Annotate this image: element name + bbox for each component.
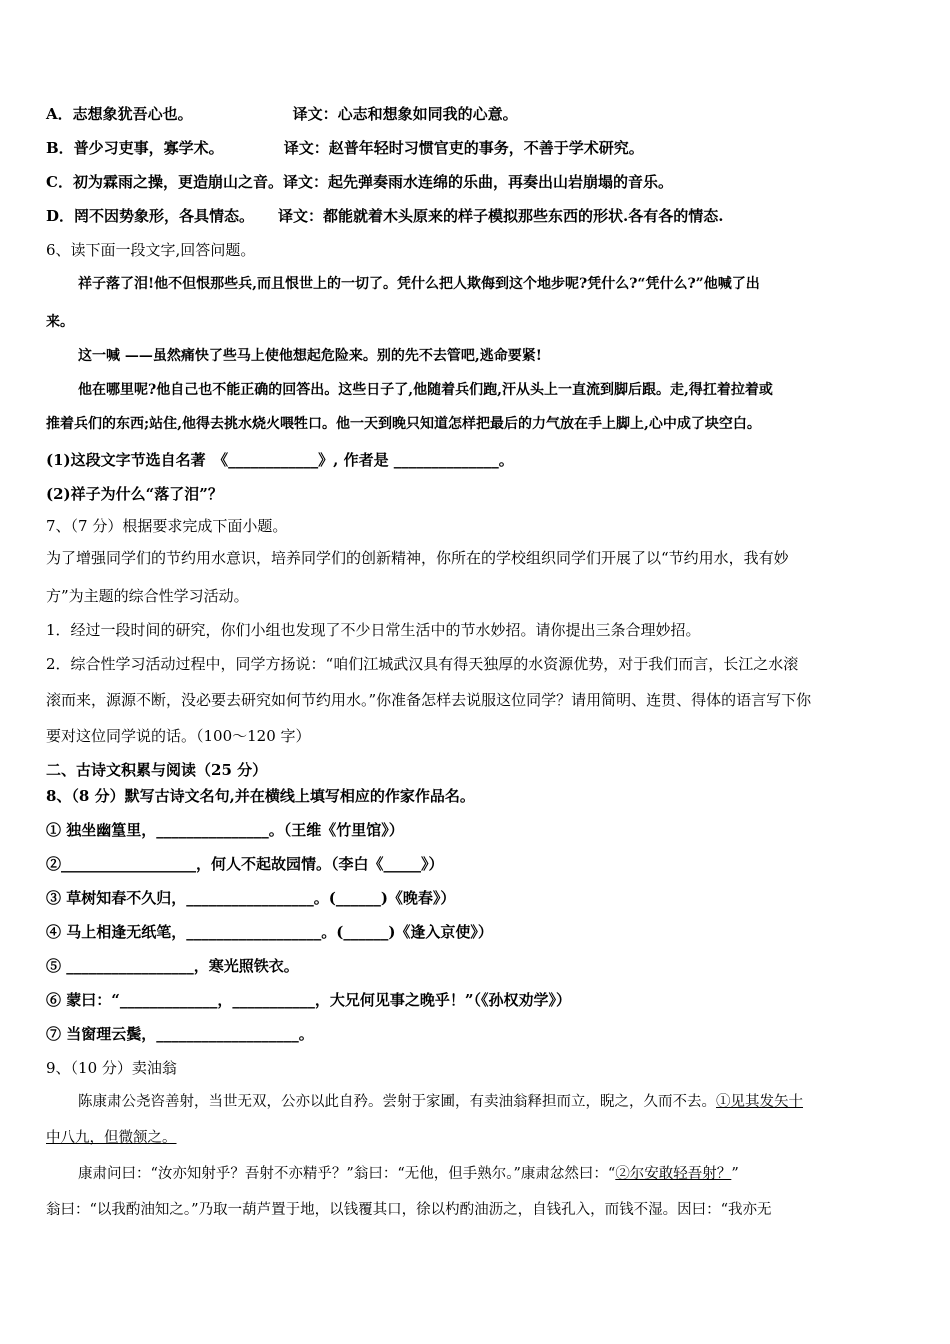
option-c: C．初为霖雨之操，更造崩山之音。译文：起先弹奏雨水连绵的乐曲，再奏出山岩崩塌的音乐。: [46, 173, 673, 191]
q8-line: ②__________________，何人不起故园情。（李白《_____》）: [46, 855, 444, 873]
q8-line: ⑥ 蒙曰：“_____________，___________，大兄何见事之晚乎！”（《孙权劝学》）: [46, 991, 571, 1009]
q6-passage-line: 这一喊 ——虽然痛快了些马上使他想起危险来。别的先不去管吧,逃命要紧!: [78, 348, 542, 364]
q6-title: 6、读下面一段文字,回答问题。: [46, 241, 256, 259]
q7-title: 7、（7 分）根据要求完成下面小题。: [46, 517, 288, 535]
option-b: B．普少习吏事，寡学术。 译文：赵普年轻时习惯官吏的事务，不善于学术研究。: [46, 139, 644, 157]
q8-title: 8、（8 分）默写古诗文名句,并在横线上填写相应的作家作品名。: [46, 787, 475, 805]
q7-intro-line: 为了增强同学们的节约用水意识，培养同学们的创新精神，你所在的学校组织同学们开展了以“节约用水，我有妙: [46, 549, 789, 567]
q8-line: ⑤ _________________，寒光照铁衣。: [46, 957, 299, 975]
q9-passage-line: 中八九，但微颔之。: [46, 1130, 177, 1146]
q6-passage-line: 来。: [46, 314, 74, 330]
q7-item-1: 1．经过一段时间的研究，你们小组也发现了不少日常生活中的节水妙招。请你提出三条合理妙招。: [46, 621, 701, 639]
q6-passage-line: 推着兵们的东西;站住,他得去挑水烧火喂牲口。他一天到晚只知道怎样把最后的力气放在手上脚上,心中成了块空白。: [46, 416, 761, 432]
q6-sub2: (2)祥子为什么“落了泪”？: [46, 485, 223, 503]
q6-passage-line: 他在哪里呢?他自己也不能正确的回答出。这些日子了,他随着兵们跑,汗从头上一直流到脚后跟。走,得扛着拉着或: [78, 382, 773, 398]
q7-item-2: 2．综合性学习活动过程中，同学方扬说：“咱们江城武汉具有得天独厚的水资源优势，对于我们而言，长江之水滚: [46, 655, 799, 673]
q8-line: ⑦ 当窗理云鬓，___________________。: [46, 1025, 314, 1043]
q7-item-2-line: 滚而来，源源不断，没必要去研究如何节约用水。”你准备怎样去说服这位同学？请用简明、连贯、得体的语言写下你: [46, 691, 812, 709]
q7-item-2-line: 要对这位同学说的话。（100～120 字）: [46, 727, 311, 745]
option-a: A．志想象犹吾心也。 译文：心志和想象如同我的心意。: [46, 105, 518, 123]
option-d: D．罔不因势象形，各具情态。 译文：都能就着木头原来的样子模拟那些东西的形状.各有各的情态.: [46, 207, 724, 225]
q9-passage-line: 翁曰：“以我酌油知之。”乃取一葫芦置于地，以钱覆其口，徐以杓酌油沥之，自钱孔入，而钱不湿。因曰：“我亦无: [46, 1202, 772, 1218]
q7-intro-line: 方”为主题的综合性学习活动。: [46, 587, 249, 605]
q8-line: ① 独坐幽篁里，_______________。（王维《竹里馆》）: [46, 821, 404, 839]
q9-passage-line: 陈康肃公尧咨善射，当世无双，公亦以此自矜。尝射于家圃，有卖油翁释担而立，睨之，久而不去。①见其发矢十: [78, 1094, 803, 1110]
q8-line: ④ 马上相逢无纸笔，__________________。(______)《逢入京使》）: [46, 923, 493, 941]
q6-passage-line: 祥子落了泪!他不但恨那些兵,而且恨世上的一切了。凭什么把人欺侮到这个地步呢?凭什么?“凭什么?”他喊了出: [78, 276, 760, 292]
q8-line: ③ 草树知春不久归，_________________。(______)《晚春》）: [46, 889, 456, 907]
q9-title: 9、（10 分）卖油翁: [46, 1059, 177, 1077]
q6-sub1: (1)这段文字节选自名著 《____________》, 作者是 ______________。: [46, 451, 514, 469]
q9-passage-line: 康肃问曰：“汝亦知射乎？吾射不亦精乎？”翁曰：“无他，但手熟尔。”康肃忿然曰：“②尔安敢轻吾射？”: [78, 1166, 739, 1182]
section-heading: 二、古诗文积累与阅读（25 分）: [46, 761, 268, 779]
